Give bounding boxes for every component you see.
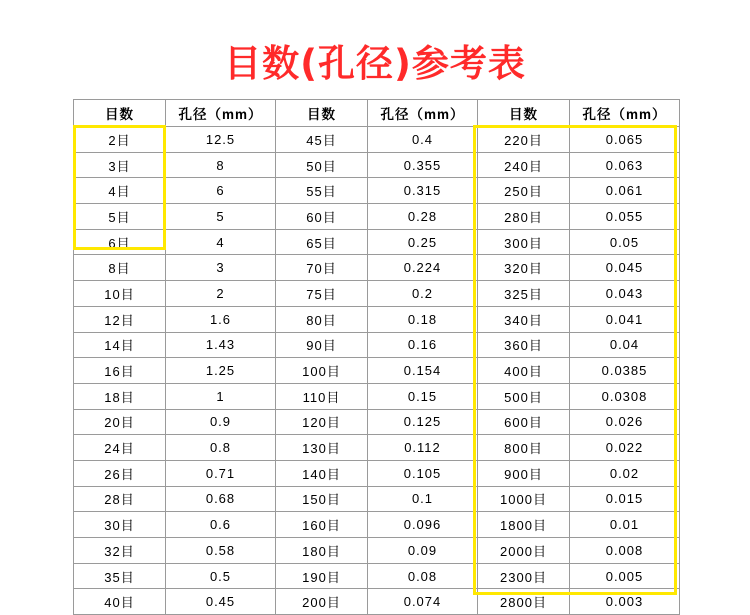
cell-mesh: 2800目 xyxy=(478,589,570,615)
table-row xyxy=(74,152,680,178)
cell-aperture: 0.041 xyxy=(570,306,680,332)
cell-aperture: 0.015 xyxy=(570,486,680,512)
cell-aperture: 0.315 xyxy=(368,178,478,204)
cell-mesh: 240目 xyxy=(478,152,570,178)
cell-mesh: 1000目 xyxy=(478,486,570,512)
cell-mesh: 80目 xyxy=(276,306,368,332)
cell-mesh: 70目 xyxy=(276,255,368,281)
cell-mesh: 200目 xyxy=(276,589,368,615)
cell-mesh: 90目 xyxy=(276,332,368,358)
cell-aperture: 0.0308 xyxy=(570,383,680,409)
cell-aperture: 0.05 xyxy=(570,229,680,255)
cell-mesh: 130目 xyxy=(276,435,368,461)
cell-mesh: 300目 xyxy=(478,229,570,255)
cell-aperture: 0.16 xyxy=(368,332,478,358)
cell-mesh: 360目 xyxy=(478,332,570,358)
cell-aperture: 0.043 xyxy=(570,281,680,307)
cell-mesh: 4目 xyxy=(74,178,166,204)
cell-aperture: 0.0385 xyxy=(570,358,680,384)
table-row xyxy=(74,486,680,512)
cell-aperture: 0.112 xyxy=(368,435,478,461)
cell-aperture: 0.18 xyxy=(368,306,478,332)
cell-aperture: 0.063 xyxy=(570,152,680,178)
cell-mesh: 800目 xyxy=(478,435,570,461)
cell-mesh: 500目 xyxy=(478,383,570,409)
cell-mesh: 40目 xyxy=(74,589,166,615)
cell-mesh: 2目 xyxy=(74,127,166,153)
cell-aperture: 0.09 xyxy=(368,538,478,564)
column-header: 孔径（mm） xyxy=(570,100,680,127)
table-row xyxy=(74,204,680,230)
cell-mesh: 10目 xyxy=(74,281,166,307)
cell-aperture: 0.28 xyxy=(368,204,478,230)
cell-mesh: 160目 xyxy=(276,512,368,538)
cell-mesh: 3目 xyxy=(74,152,166,178)
cell-mesh: 18目 xyxy=(74,383,166,409)
table-row xyxy=(74,460,680,486)
cell-aperture: 0.045 xyxy=(570,255,680,281)
cell-mesh: 110目 xyxy=(276,383,368,409)
cell-aperture: 0.154 xyxy=(368,358,478,384)
cell-mesh: 24目 xyxy=(74,435,166,461)
table-row xyxy=(74,332,680,358)
cell-aperture: 0.01 xyxy=(570,512,680,538)
column-header: 孔径（mm） xyxy=(166,100,276,127)
cell-aperture: 1.25 xyxy=(166,358,276,384)
cell-aperture: 8 xyxy=(166,152,276,178)
cell-mesh: 2000目 xyxy=(478,538,570,564)
cell-mesh: 60目 xyxy=(276,204,368,230)
cell-aperture: 0.061 xyxy=(570,178,680,204)
cell-mesh: 900目 xyxy=(478,460,570,486)
cell-mesh: 8目 xyxy=(74,255,166,281)
cell-aperture: 0.125 xyxy=(368,409,478,435)
cell-aperture: 1 xyxy=(166,383,276,409)
table-row xyxy=(74,281,680,307)
cell-mesh: 100目 xyxy=(276,358,368,384)
column-header: 目数 xyxy=(478,100,570,127)
cell-mesh: 600目 xyxy=(478,409,570,435)
cell-aperture: 0.4 xyxy=(368,127,478,153)
cell-aperture: 0.355 xyxy=(368,152,478,178)
cell-aperture: 0.15 xyxy=(368,383,478,409)
cell-aperture: 0.5 xyxy=(166,563,276,589)
cell-mesh: 400目 xyxy=(478,358,570,384)
table-row xyxy=(74,538,680,564)
cell-aperture: 1.43 xyxy=(166,332,276,358)
table-body xyxy=(74,127,680,615)
cell-mesh: 35目 xyxy=(74,563,166,589)
cell-mesh: 65目 xyxy=(276,229,368,255)
cell-aperture: 0.58 xyxy=(166,538,276,564)
cell-mesh: 12目 xyxy=(74,306,166,332)
cell-mesh: 6目 xyxy=(74,229,166,255)
cell-mesh: 75目 xyxy=(276,281,368,307)
table-row xyxy=(74,512,680,538)
cell-aperture: 0.6 xyxy=(166,512,276,538)
cell-aperture: 0.065 xyxy=(570,127,680,153)
table-row xyxy=(74,255,680,281)
cell-aperture: 2 xyxy=(166,281,276,307)
cell-aperture: 0.71 xyxy=(166,460,276,486)
cell-mesh: 16目 xyxy=(74,358,166,384)
table-row xyxy=(74,306,680,332)
cell-mesh: 1800目 xyxy=(478,512,570,538)
cell-aperture: 0.074 xyxy=(368,589,478,615)
cell-aperture: 3 xyxy=(166,255,276,281)
cell-mesh: 180目 xyxy=(276,538,368,564)
column-header: 目数 xyxy=(74,100,166,127)
cell-aperture: 0.008 xyxy=(570,538,680,564)
cell-aperture: 0.224 xyxy=(368,255,478,281)
cell-mesh: 280目 xyxy=(478,204,570,230)
cell-mesh: 120目 xyxy=(276,409,368,435)
cell-mesh: 26目 xyxy=(74,460,166,486)
cell-aperture: 0.45 xyxy=(166,589,276,615)
cell-aperture: 0.026 xyxy=(570,409,680,435)
page-title: 目数(孔径)参考表 xyxy=(224,42,526,85)
cell-mesh: 30目 xyxy=(74,512,166,538)
cell-aperture: 4 xyxy=(166,229,276,255)
cell-aperture: 0.8 xyxy=(166,435,276,461)
cell-aperture: 0.2 xyxy=(368,281,478,307)
cell-aperture: 0.68 xyxy=(166,486,276,512)
cell-aperture: 0.055 xyxy=(570,204,680,230)
cell-aperture: 0.25 xyxy=(368,229,478,255)
cell-mesh: 28目 xyxy=(74,486,166,512)
cell-aperture: 0.04 xyxy=(570,332,680,358)
table-header-row xyxy=(74,100,680,127)
cell-aperture: 0.096 xyxy=(368,512,478,538)
mesh-table-container xyxy=(73,99,677,615)
cell-mesh: 55目 xyxy=(276,178,368,204)
column-header: 孔径（mm） xyxy=(368,100,478,127)
table-row xyxy=(74,127,680,153)
cell-aperture: 0.9 xyxy=(166,409,276,435)
cell-aperture: 1.6 xyxy=(166,306,276,332)
table-row xyxy=(74,435,680,461)
cell-mesh: 32目 xyxy=(74,538,166,564)
cell-mesh: 340目 xyxy=(478,306,570,332)
cell-mesh: 5目 xyxy=(74,204,166,230)
cell-mesh: 14目 xyxy=(74,332,166,358)
cell-mesh: 50目 xyxy=(276,152,368,178)
cell-mesh: 150目 xyxy=(276,486,368,512)
table-row xyxy=(74,229,680,255)
cell-aperture: 0.003 xyxy=(570,589,680,615)
table-row xyxy=(74,383,680,409)
cell-aperture: 5 xyxy=(166,204,276,230)
cell-aperture: 0.02 xyxy=(570,460,680,486)
cell-aperture: 12.5 xyxy=(166,127,276,153)
table-row xyxy=(74,563,680,589)
mesh-aperture-table xyxy=(73,99,680,615)
cell-mesh: 250目 xyxy=(478,178,570,204)
cell-mesh: 220目 xyxy=(478,127,570,153)
cell-mesh: 140目 xyxy=(276,460,368,486)
table-row xyxy=(74,178,680,204)
cell-aperture: 0.08 xyxy=(368,563,478,589)
table-row xyxy=(74,409,680,435)
cell-mesh: 320目 xyxy=(478,255,570,281)
cell-aperture: 0.105 xyxy=(368,460,478,486)
cell-aperture: 0.022 xyxy=(570,435,680,461)
cell-mesh: 190目 xyxy=(276,563,368,589)
cell-aperture: 0.1 xyxy=(368,486,478,512)
cell-aperture: 6 xyxy=(166,178,276,204)
cell-mesh: 2300目 xyxy=(478,563,570,589)
table-row xyxy=(74,358,680,384)
cell-mesh: 20目 xyxy=(74,409,166,435)
column-header: 目数 xyxy=(276,100,368,127)
cell-mesh: 45目 xyxy=(276,127,368,153)
cell-mesh: 325目 xyxy=(478,281,570,307)
cell-aperture: 0.005 xyxy=(570,563,680,589)
